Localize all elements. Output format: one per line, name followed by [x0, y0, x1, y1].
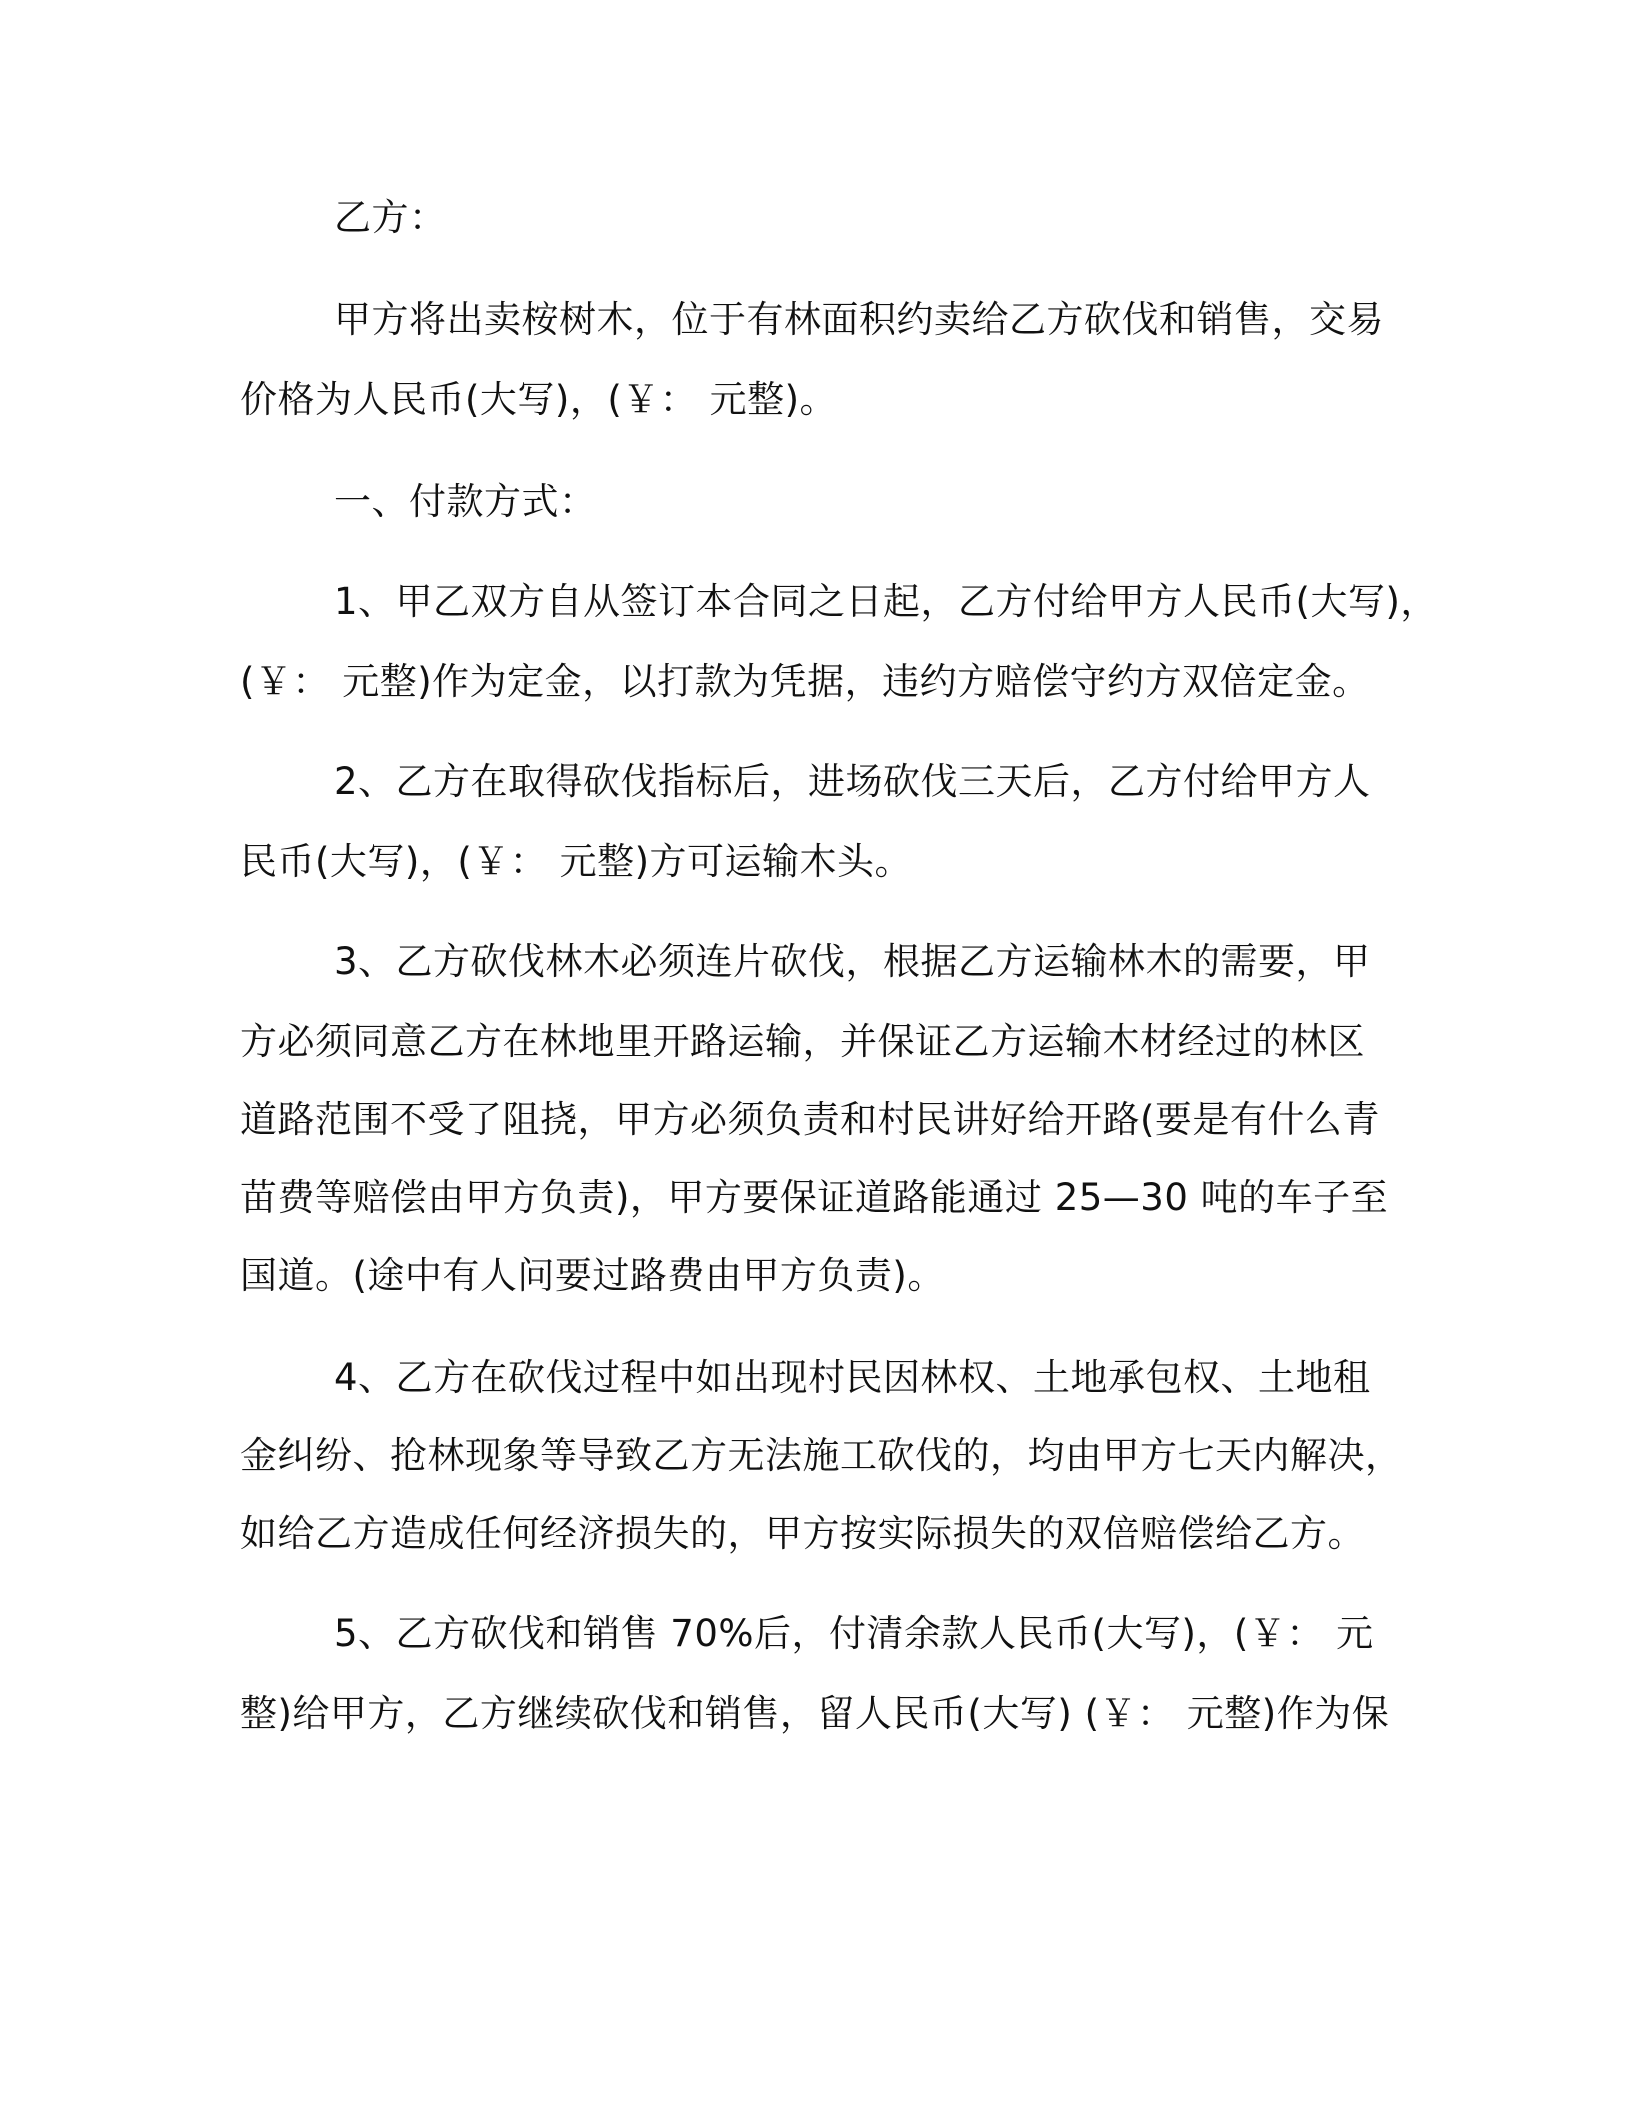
clause-1-line-2: (￥： 元整)作为定金，以打款为凭据，违约方赔偿守约方双倍定金。	[240, 660, 1370, 703]
paragraph-intro-line-1: 甲方将出卖桉树木，位于有林面积约卖给乙方砍伐和销售，交易	[334, 298, 1384, 341]
clause-3-line-3: 道路范围不受了阻挠，甲方必须负责和村民讲好给开路(要是有什么青	[240, 1098, 1380, 1141]
clause-5-line-2: 整)给甲方，乙方继续砍伐和销售，留人民币(大写) (￥： 元整)作为保	[240, 1692, 1390, 1735]
clause-4-line-3: 如给乙方造成任何经济损失的，甲方按实际损失的双倍赔偿给乙方。	[240, 1512, 1365, 1555]
clause-5-line-1: 5、乙方砍伐和销售 70%后，付清余款人民币(大写)，(￥： 元	[334, 1612, 1374, 1655]
clause-2-line-2: 民币(大写)，(￥： 元整)方可运输木头。	[240, 840, 913, 883]
clause-1-line-1: 1、甲乙双方自从签订本合同之日起，乙方付给甲方人民币(大写)，	[334, 580, 1438, 623]
clause-3-line-4: 苗费等赔偿由甲方负责)，甲方要保证道路能通过 25—30 吨的车子至	[240, 1176, 1389, 1219]
clause-4-line-2: 金纠纷、抢林现象等导致乙方无法施工砍伐的，均由甲方七天内解决，	[240, 1434, 1403, 1477]
clause-3-line-1: 3、乙方砍伐林木必须连片砍伐，根据乙方运输林木的需要，甲	[334, 940, 1371, 983]
clause-3-line-2: 方必须同意乙方在林地里开路运输，并保证乙方运输木材经过的林区	[240, 1020, 1365, 1063]
clause-4-line-1: 4、乙方在砍伐过程中如出现村民因林权、土地承包权、土地租	[334, 1356, 1371, 1399]
section-heading-payment: 一、付款方式：	[334, 480, 597, 523]
paragraph-intro-line-2: 价格为人民币(大写)，(￥： 元整)。	[240, 378, 838, 421]
clause-3-line-5: 国道。(途中有人问要过路费由甲方负责)。	[240, 1254, 945, 1297]
party-b-label: 乙方：	[334, 196, 447, 239]
clause-2-line-1: 2、乙方在取得砍伐指标后，进场砍伐三天后，乙方付给甲方人	[334, 760, 1371, 803]
